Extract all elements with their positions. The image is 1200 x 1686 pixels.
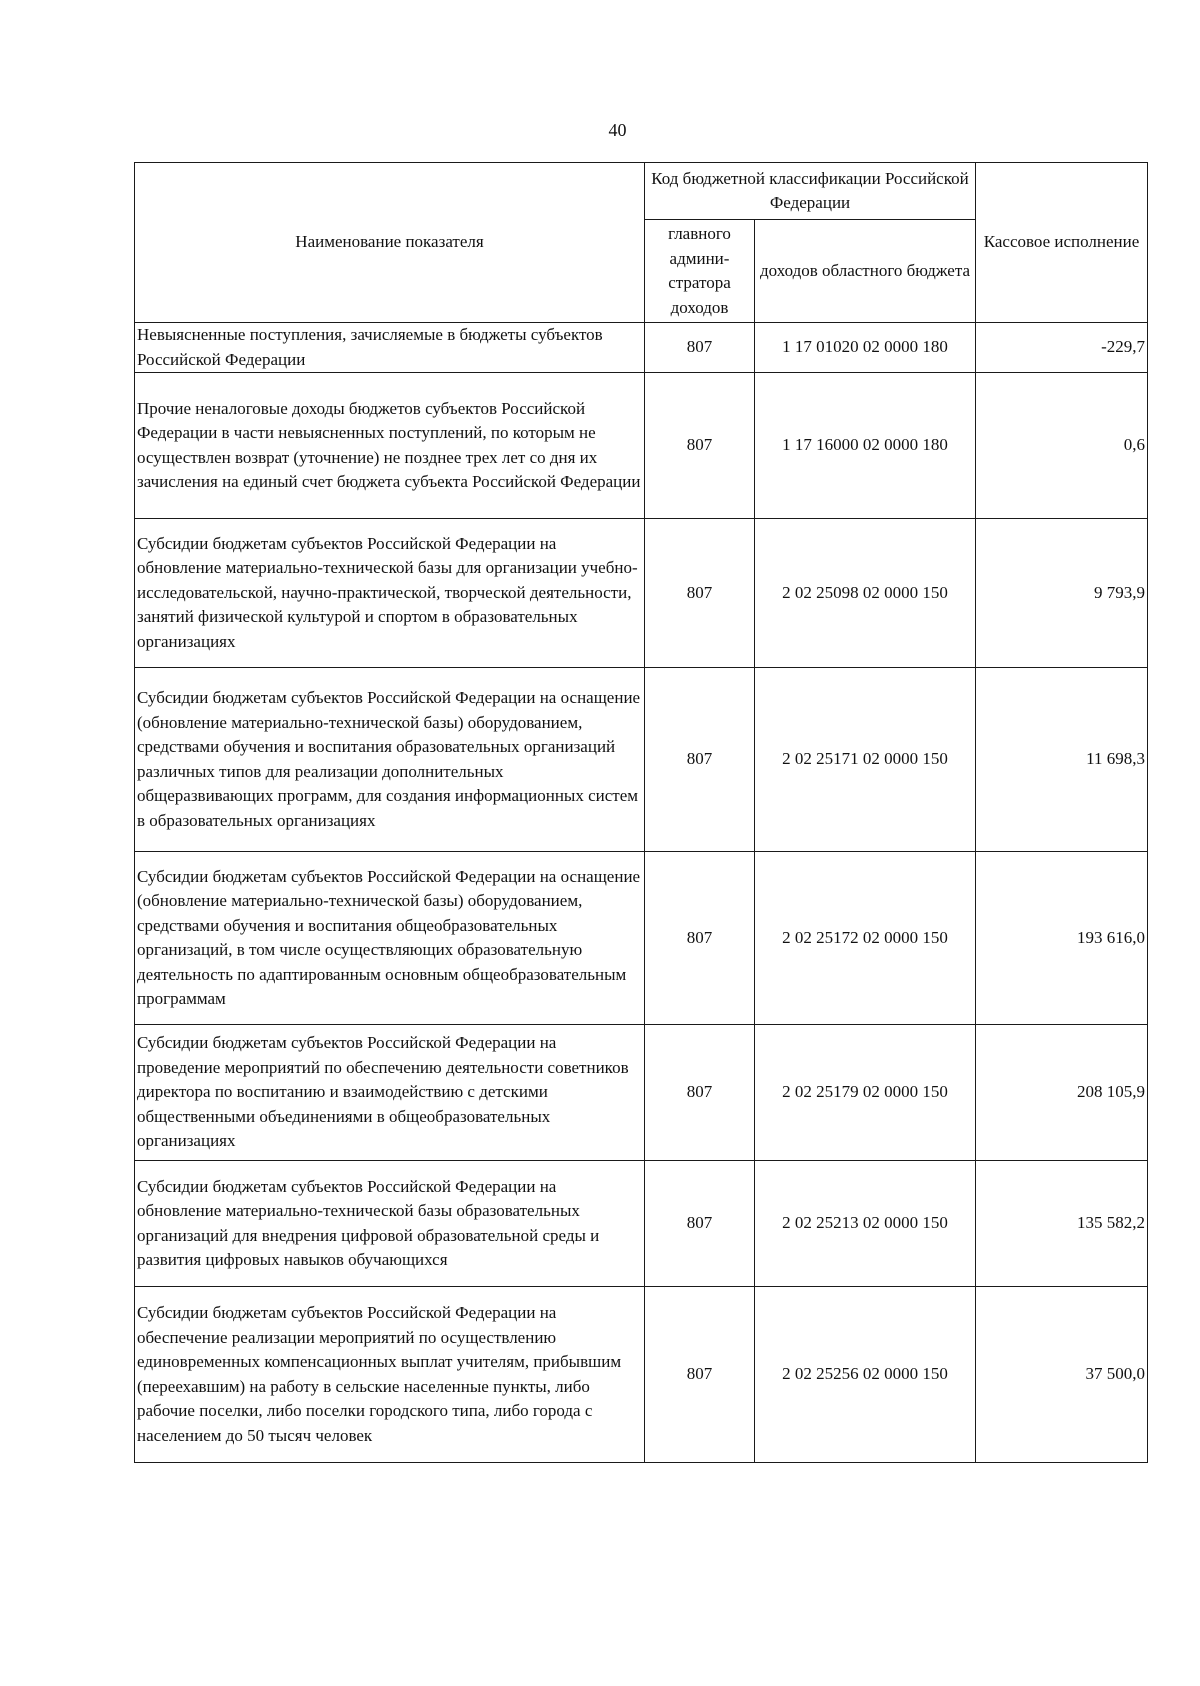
row-indicator-name: Прочие неналоговые доходы бюджетов субъектов Российской Федерации в части невыясненных поступлений, по которым не осуществлен возврат (уточнение) не позднее трех лет со дня их зачисления на единый счет бюджета субъекта Российской Федерации [135,373,645,519]
header-cash-execution: Кассовое исполнение [976,163,1148,323]
header-chief-administrator: главного админи- стратора доходов [645,220,755,323]
row-revenue-code: 2 02 25172 02 0000 150 [755,852,976,1025]
row-revenue-code: 2 02 25171 02 0000 150 [755,668,976,852]
row-cash-amount: 11 698,3 [976,668,1148,852]
table-row [135,373,1148,519]
row-cash-amount: 193 616,0 [976,852,1148,1025]
row-revenue-code: 2 02 25098 02 0000 150 [755,519,976,668]
row-admin-code: 807 [645,373,755,519]
row-cash-amount: 135 582,2 [976,1161,1148,1287]
row-admin-code: 807 [645,852,755,1025]
row-cash-amount: 37 500,0 [976,1287,1148,1463]
row-indicator-name: Субсидии бюджетам субъектов Российской Федерации на обновление материально-технической базы образовательных организаций для внедрения цифровой образовательной среды и развития цифровых навыков обучающихся [135,1161,645,1287]
table-row [135,1287,1148,1463]
row-indicator-name: Субсидии бюджетам субъектов Российской Федерации на оснащение (обновление материально-технической базы) оборудованием, средствами обучения и воспитания образовательных организаций различных типов для реализации дополнительных общеразвивающих программ, для создания информационных систем в образовательных организациях [135,668,645,852]
table-row [135,668,1148,852]
row-revenue-code: 1 17 16000 02 0000 180 [755,373,976,519]
table-row [135,1161,1148,1287]
row-indicator-name: Субсидии бюджетам субъектов Российской Федерации на проведение мероприятий по обеспечению деятельности советников директора по воспитанию и взаимодействию с детскими общественными объединениями в общеобразовательных организациях [135,1025,645,1161]
row-revenue-code: 2 02 25213 02 0000 150 [755,1161,976,1287]
header-indicator-name: Наименование показателя [135,163,645,323]
row-cash-amount: 9 793,9 [976,519,1148,668]
table-row [135,323,1148,373]
row-cash-amount: -229,7 [976,323,1148,373]
row-revenue-code: 1 17 01020 02 0000 180 [755,323,976,373]
row-indicator-name: Субсидии бюджетам субъектов Российской Федерации на оснащение (обновление материально-технической базы) оборудованием, средствами обучения и воспитания общеобразовательных организаций, в том числе осуществляющих образовательную деятельность по адаптированным основным общеобразовательным программам [135,852,645,1025]
table-row [135,852,1148,1025]
row-admin-code: 807 [645,1025,755,1161]
row-revenue-code: 2 02 25179 02 0000 150 [755,1025,976,1161]
header-regional-revenue-code: доходов областного бюджета [755,220,976,323]
budget-revenue-table [134,162,1148,1463]
row-cash-amount: 0,6 [976,373,1148,519]
row-indicator-name: Субсидии бюджетам субъектов Российской Федерации на обновление материально-технической базы для организации учебно-исследовательской, научно-практической, творческой деятельности, занятий физической культурой и спортом в образовательных организациях [135,519,645,668]
row-admin-code: 807 [645,519,755,668]
table-row [135,1025,1148,1161]
row-revenue-code: 2 02 25256 02 0000 150 [755,1287,976,1463]
row-admin-code: 807 [645,323,755,373]
row-admin-code: 807 [645,668,755,852]
row-indicator-name: Субсидии бюджетам субъектов Российской Федерации на обеспечение реализации мероприятий по осуществлению единовременных компенсационных выплат учителям, прибывшим (переехавшим) на работу в сельские населенные пункты, либо рабочие поселки, либо поселки городского типа, либо города с населением до 50 тысяч человек [135,1287,645,1463]
row-admin-code: 807 [645,1161,755,1287]
row-indicator-name: Невыясненные поступления, зачисляемые в бюджеты субъектов Российской Федерации [135,323,645,373]
table-row [135,519,1148,668]
header-classification-code: Код бюджетной классификации Российской Федерации [645,163,976,220]
row-cash-amount: 208 105,9 [976,1025,1148,1161]
page-number: 40 [608,120,627,140]
row-admin-code: 807 [645,1287,755,1463]
